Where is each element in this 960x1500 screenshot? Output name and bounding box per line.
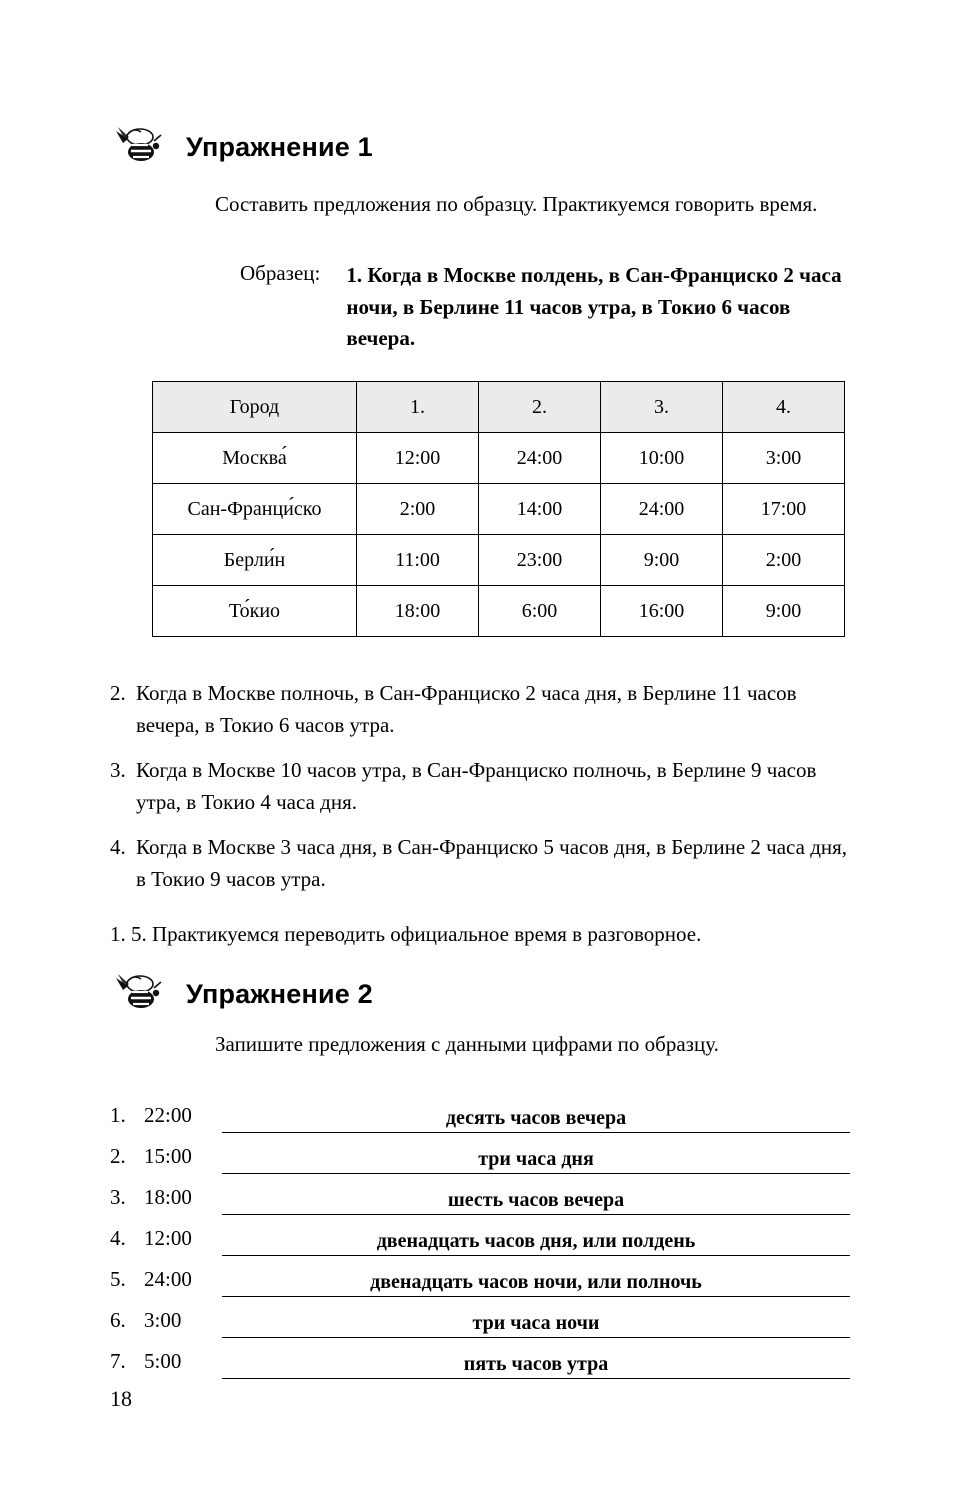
table-cell: 9:00 — [723, 586, 845, 637]
table-cell-city: Сан-Франци́ско — [153, 484, 357, 535]
table-cell: 18:00 — [357, 586, 479, 637]
table-cell: 2:00 — [723, 535, 845, 586]
item-number: 5. — [110, 1267, 126, 1291]
fill-in-row — [110, 1297, 850, 1338]
table-row — [153, 433, 845, 484]
list-item — [110, 832, 850, 895]
answer-text: пять часов утра — [463, 1353, 609, 1375]
table-cell-city: Москва́ — [153, 433, 357, 484]
exercise-1-header — [110, 125, 373, 169]
answer-blank[interactable] — [222, 1264, 850, 1297]
fill-in-row — [110, 1092, 850, 1133]
list-item-text: Когда в Москве 3 часа дня, в Сан-Франциско 5 часов дня, в Берлине 2 часа дня, в Токио 9 часов утра. — [136, 835, 848, 891]
item-number: 6. — [110, 1308, 126, 1332]
list-item-number: 3. — [110, 758, 126, 782]
time-zone-table — [152, 381, 845, 637]
table-header-row — [153, 382, 845, 433]
item-number: 2. — [110, 1144, 126, 1168]
table-cell: 14:00 — [479, 484, 601, 535]
exercise-2-instruction: Запишите предложения с данными цифрами по образцу. — [215, 1032, 719, 1056]
fill-in-row — [110, 1256, 850, 1297]
table-cell: 24:00 — [601, 484, 723, 535]
answer-blank[interactable] — [222, 1100, 850, 1133]
exercise-2-items — [110, 1092, 850, 1379]
exercise-1-answers — [110, 678, 850, 895]
sample-label: Образец: — [240, 261, 321, 285]
table-row — [153, 484, 845, 535]
table-cell: 23:00 — [479, 535, 601, 586]
answer-text: двенадцать часов дня, или полдень — [376, 1230, 696, 1252]
item-number: 4. — [110, 1226, 126, 1250]
fill-in-row — [110, 1215, 850, 1256]
exercise-1-instruction: Составить предложения по образцу. Практикуемся говорить время. — [215, 192, 818, 216]
table-cell-city: То́кио — [153, 586, 357, 637]
answer-blank[interactable] — [222, 1141, 850, 1174]
list-item — [110, 678, 850, 741]
table-cell: 2:00 — [357, 484, 479, 535]
table-cell: 3:00 — [723, 433, 845, 484]
exercise-1-title: Упражнение 1 — [186, 131, 373, 162]
table-header-cell: Город — [153, 382, 357, 433]
table-header-cell: 2. — [479, 382, 601, 433]
table-row — [153, 535, 845, 586]
item-number: 1. — [110, 1103, 126, 1127]
answer-blank[interactable] — [222, 1305, 850, 1338]
fill-in-row — [110, 1133, 850, 1174]
item-number: 7. — [110, 1349, 126, 1373]
table-cell: 11:00 — [357, 535, 479, 586]
table-cell: 10:00 — [601, 433, 723, 484]
exercise-1-final-note: 1. 5. Практикуемся переводить официальное время в разговорное. — [110, 922, 702, 946]
answer-text: три часа ночи — [472, 1312, 600, 1334]
table-cell: 17:00 — [723, 484, 845, 535]
sample-text: 1. Когда в Москве полдень, в Сан-Франциско 2 часа ночи, в Берлине 11 часов утра, в Токио 6 часов вечера. — [346, 263, 842, 350]
item-time: 22:00 — [144, 1103, 192, 1127]
item-time: 3:00 — [144, 1308, 182, 1332]
answer-blank[interactable] — [222, 1223, 850, 1256]
table-header-cell: 4. — [723, 382, 845, 433]
list-item-text: Когда в Москве полночь, в Сан-Франциско 2 часа дня, в Берлине 11 часов вечера, в Токио 6 часов утра. — [136, 681, 797, 737]
bee-icon — [110, 972, 168, 1016]
list-item-text: Когда в Москве 10 часов утра, в Сан-Франциско полночь, в Берлине 9 часов утра, в Токио 4 часа дня. — [136, 758, 817, 814]
table-cell: 9:00 — [601, 535, 723, 586]
answer-text: двенадцать часов ночи, или полночь — [370, 1271, 702, 1293]
table-header-cell: 3. — [601, 382, 723, 433]
table-cell: 12:00 — [357, 433, 479, 484]
page-number: 18 — [110, 1386, 132, 1411]
item-time: 12:00 — [144, 1226, 192, 1250]
answer-blank[interactable] — [222, 1182, 850, 1215]
bee-icon — [110, 125, 168, 169]
list-item-number: 2. — [110, 681, 126, 705]
table-row — [153, 586, 845, 637]
exercise-1-sample — [240, 260, 860, 355]
item-time: 24:00 — [144, 1267, 192, 1291]
answer-text: три часа дня — [478, 1148, 594, 1170]
fill-in-row — [110, 1174, 850, 1215]
item-time: 15:00 — [144, 1144, 192, 1168]
table-cell: 16:00 — [601, 586, 723, 637]
table-cell: 24:00 — [479, 433, 601, 484]
table-header-cell: 1. — [357, 382, 479, 433]
list-item-number: 4. — [110, 835, 126, 859]
fill-in-row — [110, 1338, 850, 1379]
table-cell-city: Берли́н — [153, 535, 357, 586]
answer-blank[interactable] — [222, 1346, 850, 1379]
table-cell: 6:00 — [479, 586, 601, 637]
item-time: 5:00 — [144, 1349, 182, 1373]
item-number: 3. — [110, 1185, 126, 1209]
exercise-2-header — [110, 972, 373, 1016]
exercise-2-title: Упражнение 2 — [186, 978, 373, 1009]
answer-text: десять часов вечера — [445, 1107, 627, 1129]
list-item — [110, 755, 850, 818]
item-time: 18:00 — [144, 1185, 192, 1209]
answer-text: шесть часов вечера — [447, 1189, 625, 1211]
